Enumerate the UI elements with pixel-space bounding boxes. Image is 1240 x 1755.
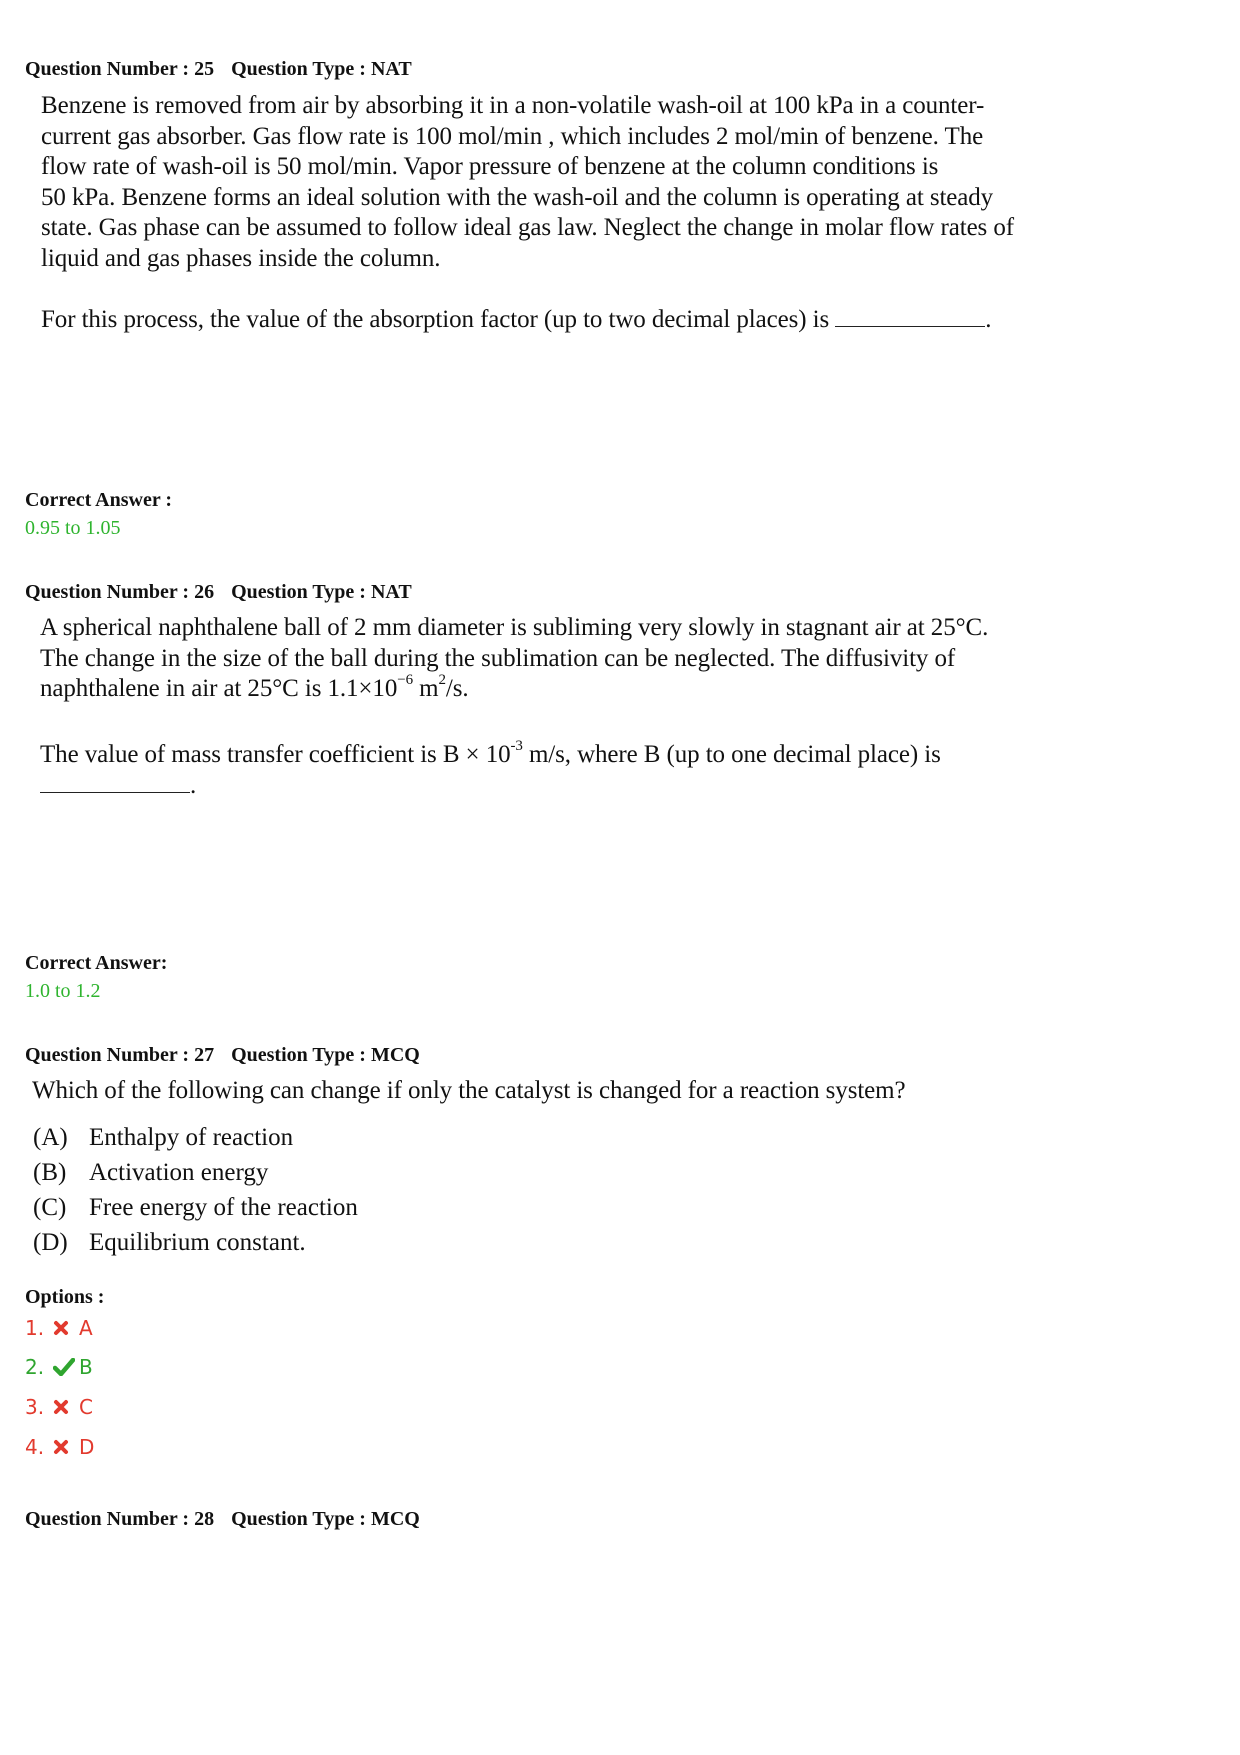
question-25-line: Benzene is removed from air by absorbing it in a non-volatile wash-oil at 100 kPa in a counter-: [41, 92, 985, 119]
correct-answer-label: Correct Answer:: [25, 952, 168, 974]
mcq-choice-c: (C) Free energy of the reaction: [33, 1194, 358, 1221]
question-number: 25: [194, 58, 215, 80]
cross-icon: [53, 1320, 79, 1336]
question-header-27: [25, 1044, 420, 1067]
question-number-label: Question Number :: [25, 1508, 190, 1530]
question-type: MCQ: [370, 1044, 420, 1066]
cross-icon: [53, 1439, 79, 1455]
question-25-line: flow rate of wash-oil is 50 mol/min. Vapor pressure of benzene at the column conditions is: [41, 153, 939, 180]
question-type: NAT: [370, 58, 412, 80]
question-type-label: Question Type :: [231, 58, 366, 80]
question-type-label: Question Type :: [231, 1044, 366, 1066]
question-number: 26: [194, 581, 215, 603]
question-type-label: Question Type :: [231, 581, 366, 603]
option-3: 3. C: [25, 1395, 93, 1419]
question-26-line: naphthalene in air at 25°C is $1.1\times 10^{-6}$ $m^2/s$.: [40, 671, 469, 702]
mcq-choice-b: (B) Activation energy: [33, 1159, 269, 1186]
question-26-line: The change in the size of the ball during the sublimation can be neglected. The diffusivity of: [40, 644, 956, 672]
question-25-line: liquid and gas phases inside the column.: [41, 244, 441, 272]
question-number-label: Question Number :: [25, 58, 190, 80]
question-27-text: Which of the following can change if only the catalyst is changed for a reaction system?: [32, 1077, 906, 1104]
question-type-label: Question Type :: [231, 1508, 366, 1530]
question-header-26: [25, 581, 412, 604]
correct-answer-value: 0.95 to 1.05: [25, 517, 121, 539]
options-label: Options :: [25, 1286, 105, 1308]
question-25-line: state. Gas phase can be assumed to follow ideal gas law. Neglect the change in molar flow rates of: [41, 214, 1014, 241]
question-header-25: [25, 58, 412, 81]
question-25-body: [41, 91, 1014, 274]
check-icon: [53, 1358, 79, 1376]
question-25-line: 50 kPa. Benzene forms an ideal solution with the wash-oil and the column is operating at steady: [41, 183, 994, 211]
answer-blank: [40, 772, 190, 793]
option-4: 4. D: [25, 1435, 95, 1459]
question-number-label: Question Number :: [25, 1044, 190, 1066]
question-25-prompt: [41, 305, 991, 336]
question-type: MCQ: [370, 1508, 420, 1530]
question-number-label: Question Number :: [25, 581, 190, 603]
question-26-body: [40, 613, 988, 705]
prompt-end: .: [985, 306, 992, 333]
question-header-28: [25, 1508, 420, 1531]
option-2: 2. B: [25, 1355, 93, 1379]
question-type: NAT: [370, 581, 412, 603]
question-number: 27: [194, 1044, 215, 1066]
cross-icon: [53, 1399, 79, 1415]
correct-answer-value: 1.0 to 1.2: [25, 980, 101, 1002]
prompt-text: For this process, the value of the absorption factor (up to two decimal places) is: [41, 306, 830, 333]
question-26-line: A spherical naphthalene ball of 2 mm diameter is subliming very slowly in stagnant air at 25°C.: [40, 614, 989, 641]
answer-blank: [835, 306, 985, 327]
correct-answer-label: Correct Answer :: [25, 489, 172, 511]
mcq-choice-d: (D) Equilibrium constant.: [33, 1229, 306, 1256]
prompt-end: .: [190, 771, 197, 799]
mcq-choice-a: (A) Enthalpy of reaction: [33, 1124, 294, 1151]
option-1: 1. A: [25, 1316, 93, 1340]
question-26-prompt: The value of mass transfer coefficient is $B \times 10^{-3}$ m/s, where B (up to one decimal place) is .: [40, 737, 941, 799]
question-25-line: current gas absorber. Gas flow rate is 100 mol/min , which includes 2 mol/min of benzene. The: [41, 122, 984, 150]
question-number: 28: [194, 1508, 215, 1530]
